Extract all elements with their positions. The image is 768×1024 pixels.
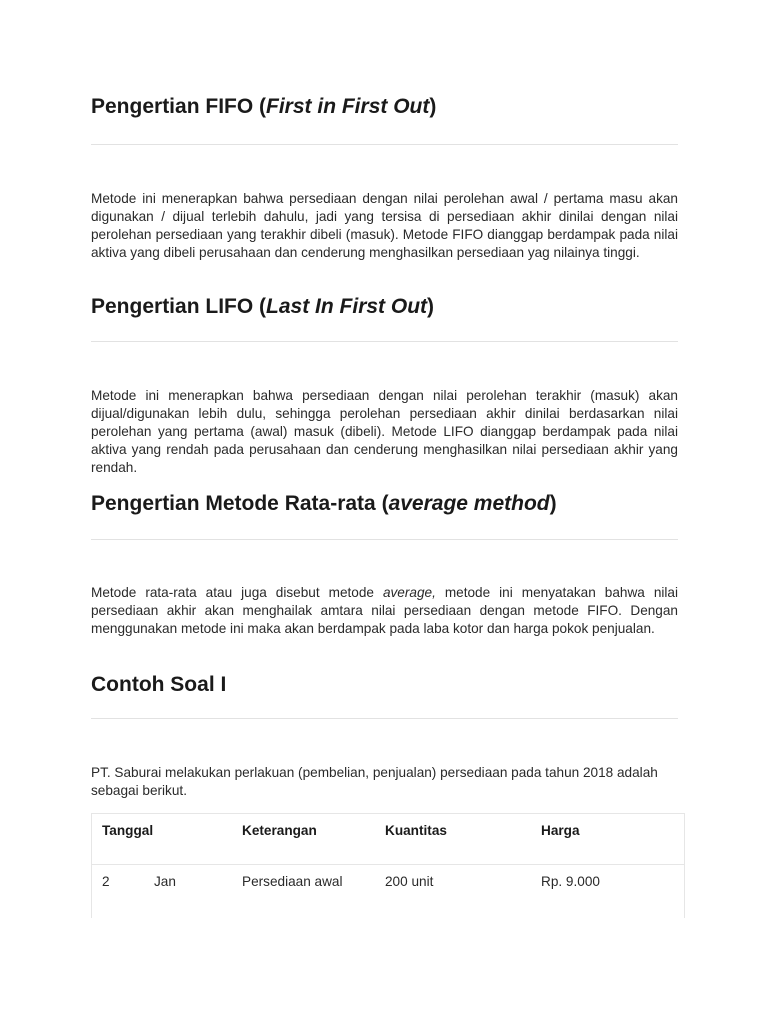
column-header-keterangan: Keterangan	[242, 823, 317, 838]
heading-lifo: Pengertian LIFO (Last In First Out)	[91, 295, 435, 318]
heading-fifo: Pengertian FIFO (First in First Out)	[91, 95, 437, 118]
divider	[91, 144, 678, 145]
column-header-kuantitas: Kuantitas	[385, 823, 447, 838]
paragraph-fifo: Metode ini menerapkan bahwa persediaan dengan nilai perolehan awal / pertama masu akan digunakan / dijual terlebih dahulu, jadi yang tersisa di persediaan akhir dinilai dengan nilai perolehan persediaan yang terakhir dibeli (masuk). Metode FIFO dianggap berdampak pada nilai aktiva yang dibeli perusahaan dan cenderung menghasilkan persediaan yag nilainya tinggi.	[91, 191, 678, 260]
cell-month: Jan	[154, 874, 176, 889]
cell-keterangan: Persediaan awal	[242, 874, 343, 889]
heading-contoh-soal: Contoh Soal I	[91, 673, 227, 696]
cell-harga: Rp. 9.000	[541, 874, 600, 889]
column-header-harga: Harga	[541, 823, 580, 838]
cell-day: 2	[102, 874, 110, 889]
table-row	[92, 865, 684, 917]
paragraph-lifo: Metode ini menerapkan bahwa persediaan dengan nilai perolehan terakhir (masuk) akan dijual/digunakan lebih dulu, sehingga perolehan persediaan akhir dinilai berdasarkan nilai perolehan yang pertama (awal) masuk (dibeli). Metode LIFO dianggap berdampak pada nilai aktiva yang rendah pada perusahaan dan cenderung menghasilkan nilai persediaan akhir yang rendah.	[91, 388, 678, 475]
heading-average: Pengertian Metode Rata-rata (average method)	[91, 492, 557, 515]
paragraph-average: Metode rata-rata atau juga disebut metode average, metode ini menyatakan bahwa nilai persediaan akhir akan menghailak amtara nilai persediaan dengan metode FIFO. Dengan menggunakan metode ini maka akan berdampak pada laba kotor dan harga pokok penjualan.	[91, 585, 679, 636]
divider	[91, 539, 678, 540]
inventory-table	[91, 813, 685, 918]
divider	[91, 341, 678, 342]
cell-kuantitas: 200 unit	[385, 874, 434, 889]
paragraph-contoh-soal: PT. Saburai melakukan perlakuan (pembelian, penjualan) persediaan pada tahun 2018 adalah sebagai berikut.	[91, 765, 658, 798]
divider	[91, 718, 678, 719]
column-header-tanggal: Tanggal	[102, 823, 154, 838]
table-header-row	[92, 814, 684, 865]
